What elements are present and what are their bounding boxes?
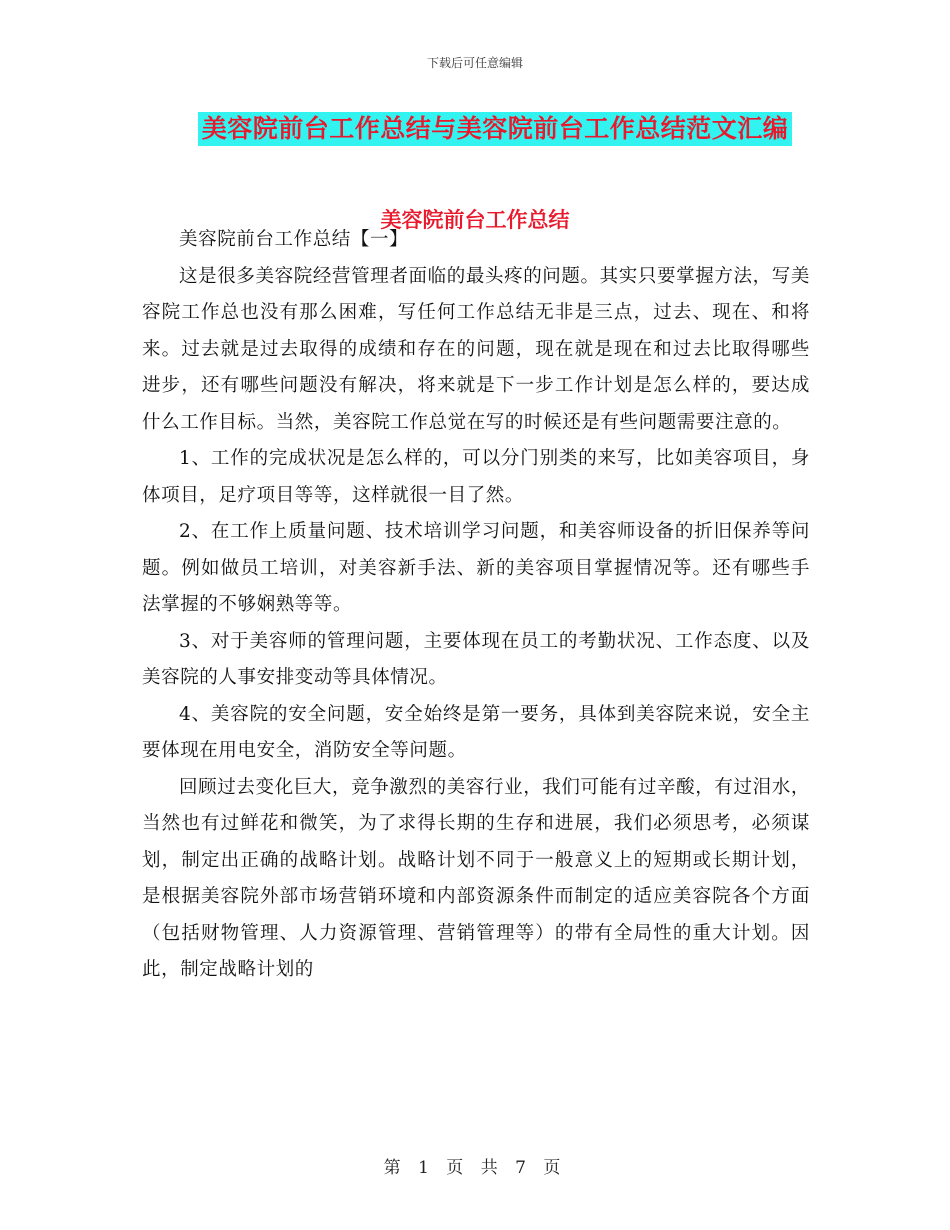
- document-body: [142, 222, 810, 989]
- paragraph-item-1: 1、工作的完成状况是怎么样的，可以分门别类的来写，比如美容项目，身体项目，足疗项目等等，这样就很一目了然。: [142, 448, 810, 506]
- subheading: 美容院前台工作总结【一】: [179, 229, 409, 250]
- page-number: 第 1 页 共 7 页: [383, 1158, 567, 1178]
- paragraph-review: 回顾过去变化巨大，竞争激烈的美容行业，我们可能有过辛酸，有过泪水，当然也有过鲜花和微笑，为了求得长期的生存和进展，我们必须思考，必须谋划，制定出正确的战略计划。战略计划不同于一般意义上的短期或长期计划，是根据美容院外部市场营销环境和内部资源条件而制定的适应美容院各个方面（包括财物管理、人力资源管理、营销管理等）的带有全局性的重大计划。因此，制定战略计划的: [142, 776, 810, 980]
- paragraph-item-3: 3、对于美容师的管理问题，主要体现在员工的考勤状况、工作态度、以及美容院的人事安排变动等具体情况。: [142, 630, 810, 688]
- main-title: 美容院前台工作总结与美容院前台工作总结范文汇编: [198, 112, 793, 146]
- main-title-container: [0, 112, 950, 146]
- header-note: 下载后可任意编辑: [426, 56, 523, 70]
- paragraph-item-4: 4、美容院的安全问题，安全始终是第一要务，具体到美容院来说，安全主要体现在用电安全，消防安全等问题。: [142, 703, 810, 761]
- paragraph-item-2: 2、在工作上质量问题、技术培训学习问题，和美容师设备的折旧保养等问题。例如做员工培训，对美容新手法、新的美容项目掌握情况等。还有哪些手法掌握的不够娴熟等等。: [142, 521, 810, 615]
- section-title: 美容院前台工作总结: [380, 208, 570, 232]
- paragraph-intro: 这是很多美容院经营管理者面临的最头疼的问题。其实只要掌握方法，写美容院工作总也没有那么困难，写任何工作总结无非是三点，过去、现在、和将来。过去就是过去取得的成绩和存在的问题，现在就是现在和过去比取得哪些进步，还有哪些问题没有解决，将来就是下一步工作计划是怎么样的，要达成什么工作目标。当然，美容院工作总觉在写的时候还是有些问题需要注意的。: [142, 265, 810, 433]
